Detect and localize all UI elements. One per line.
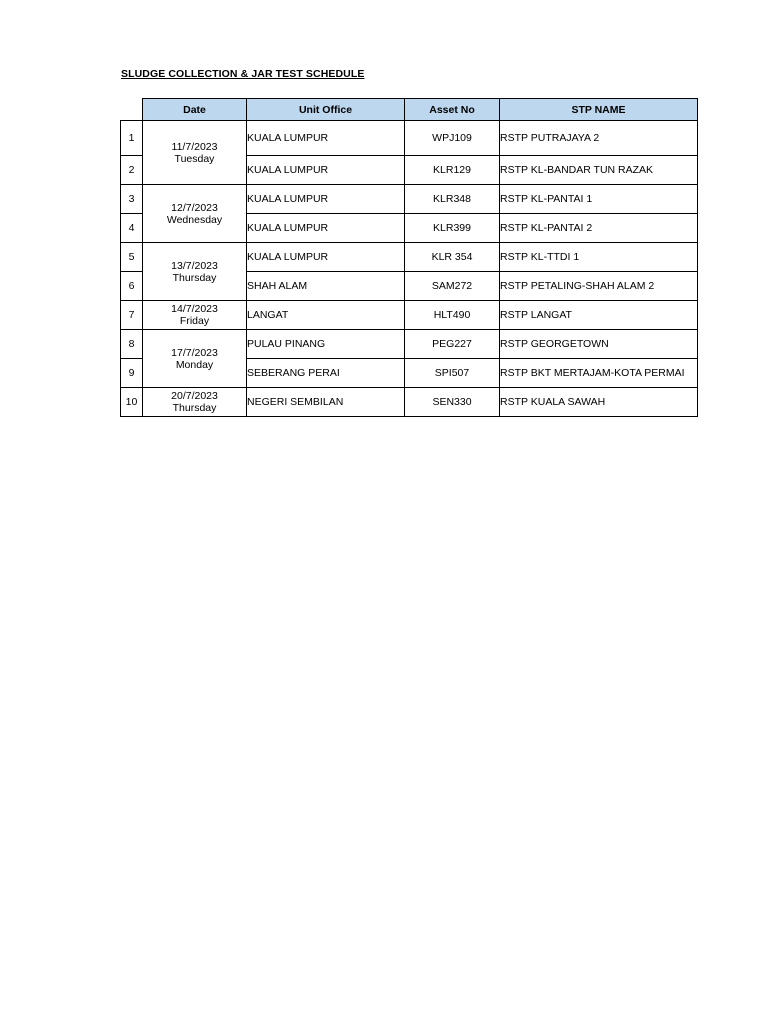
- asset-no-cell: KLR348: [405, 185, 500, 214]
- row-number: 10: [121, 388, 143, 417]
- date-cell: [143, 301, 247, 330]
- stp-name-cell: RSTP KL-TTDI 1: [500, 243, 698, 272]
- day-value: Thursday: [172, 402, 217, 414]
- table-row: [121, 330, 698, 359]
- asset-no-cell: KLR 354: [405, 243, 500, 272]
- row-number: 3: [121, 185, 143, 214]
- stp-name-cell: RSTP KL-PANTAI 2: [500, 214, 698, 243]
- row-number: 5: [121, 243, 143, 272]
- stp-name-cell: RSTP LANGAT: [500, 301, 698, 330]
- header-asset-no: Asset No: [405, 99, 500, 121]
- stp-name-cell: RSTP KL-BANDAR TUN RAZAK: [500, 156, 698, 185]
- date-value: 14/7/2023: [171, 303, 218, 315]
- stp-name-cell: RSTP PETALING-SHAH ALAM 2: [500, 272, 698, 301]
- day-value: Tuesday: [174, 152, 215, 165]
- table-row: [121, 121, 698, 156]
- stp-name-cell: RSTP PUTRAJAYA 2: [500, 121, 698, 156]
- row-number: 9: [121, 359, 143, 388]
- stp-name-cell: RSTP KUALA SAWAH: [500, 388, 698, 417]
- asset-no-cell: KLR399: [405, 214, 500, 243]
- date-value: 13/7/2023: [171, 259, 218, 272]
- date-cell: [143, 330, 247, 388]
- table-row: [121, 243, 698, 272]
- row-number: 7: [121, 301, 143, 330]
- date-value: 17/7/2023: [171, 346, 218, 359]
- row-number: 6: [121, 272, 143, 301]
- stp-name-cell: RSTP GEORGETOWN: [500, 330, 698, 359]
- schedule-table: [120, 120, 698, 417]
- unit-office-cell: KUALA LUMPUR: [247, 121, 405, 156]
- unit-office-cell: KUALA LUMPUR: [247, 214, 405, 243]
- asset-no-cell: PEG227: [405, 330, 500, 359]
- table-row: [121, 185, 698, 214]
- date-cell: [143, 243, 247, 301]
- asset-no-cell: KLR129: [405, 156, 500, 185]
- unit-office-cell: NEGERI SEMBILAN: [247, 388, 405, 417]
- asset-no-cell: SEN330: [405, 388, 500, 417]
- unit-office-cell: SEBERANG PERAI: [247, 359, 405, 388]
- stp-name-cell: RSTP BKT MERTAJAM-KOTA PERMAI: [500, 359, 698, 388]
- unit-office-cell: KUALA LUMPUR: [247, 156, 405, 185]
- unit-office-cell: LANGAT: [247, 301, 405, 330]
- asset-no-cell: SAM272: [405, 272, 500, 301]
- stp-name-cell: RSTP KL-PANTAI 1: [500, 185, 698, 214]
- table-row: [121, 301, 698, 330]
- row-number: 8: [121, 330, 143, 359]
- unit-office-cell: SHAH ALAM: [247, 272, 405, 301]
- date-cell: [143, 121, 247, 185]
- unit-office-cell: PULAU PINANG: [247, 330, 405, 359]
- day-value: Wednesday: [166, 213, 223, 226]
- date-value: 12/7/2023: [171, 201, 218, 214]
- header-unit-office: Unit Office: [247, 99, 405, 121]
- date-value: 20/7/2023: [171, 390, 218, 402]
- row-number: 4: [121, 214, 143, 243]
- header-stp-name: STP NAME: [500, 99, 698, 121]
- date-cell: [143, 388, 247, 417]
- unit-office-cell: KUALA LUMPUR: [247, 185, 405, 214]
- document-title: SLUDGE COLLECTION & JAR TEST SCHEDULE: [121, 68, 365, 80]
- asset-no-cell: HLT490: [405, 301, 500, 330]
- date-value: 11/7/2023: [171, 140, 218, 153]
- header-date: Date: [143, 99, 247, 121]
- row-number: 1: [121, 121, 143, 156]
- asset-no-cell: WPJ109: [405, 121, 500, 156]
- table-row: [121, 388, 698, 417]
- unit-office-cell: KUALA LUMPUR: [247, 243, 405, 272]
- day-value: Thursday: [172, 271, 217, 284]
- asset-no-cell: SPI507: [405, 359, 500, 388]
- date-cell: [143, 185, 247, 243]
- day-value: Friday: [179, 315, 210, 327]
- row-number: 2: [121, 156, 143, 185]
- day-value: Monday: [175, 358, 214, 371]
- schedule-header: [142, 98, 698, 121]
